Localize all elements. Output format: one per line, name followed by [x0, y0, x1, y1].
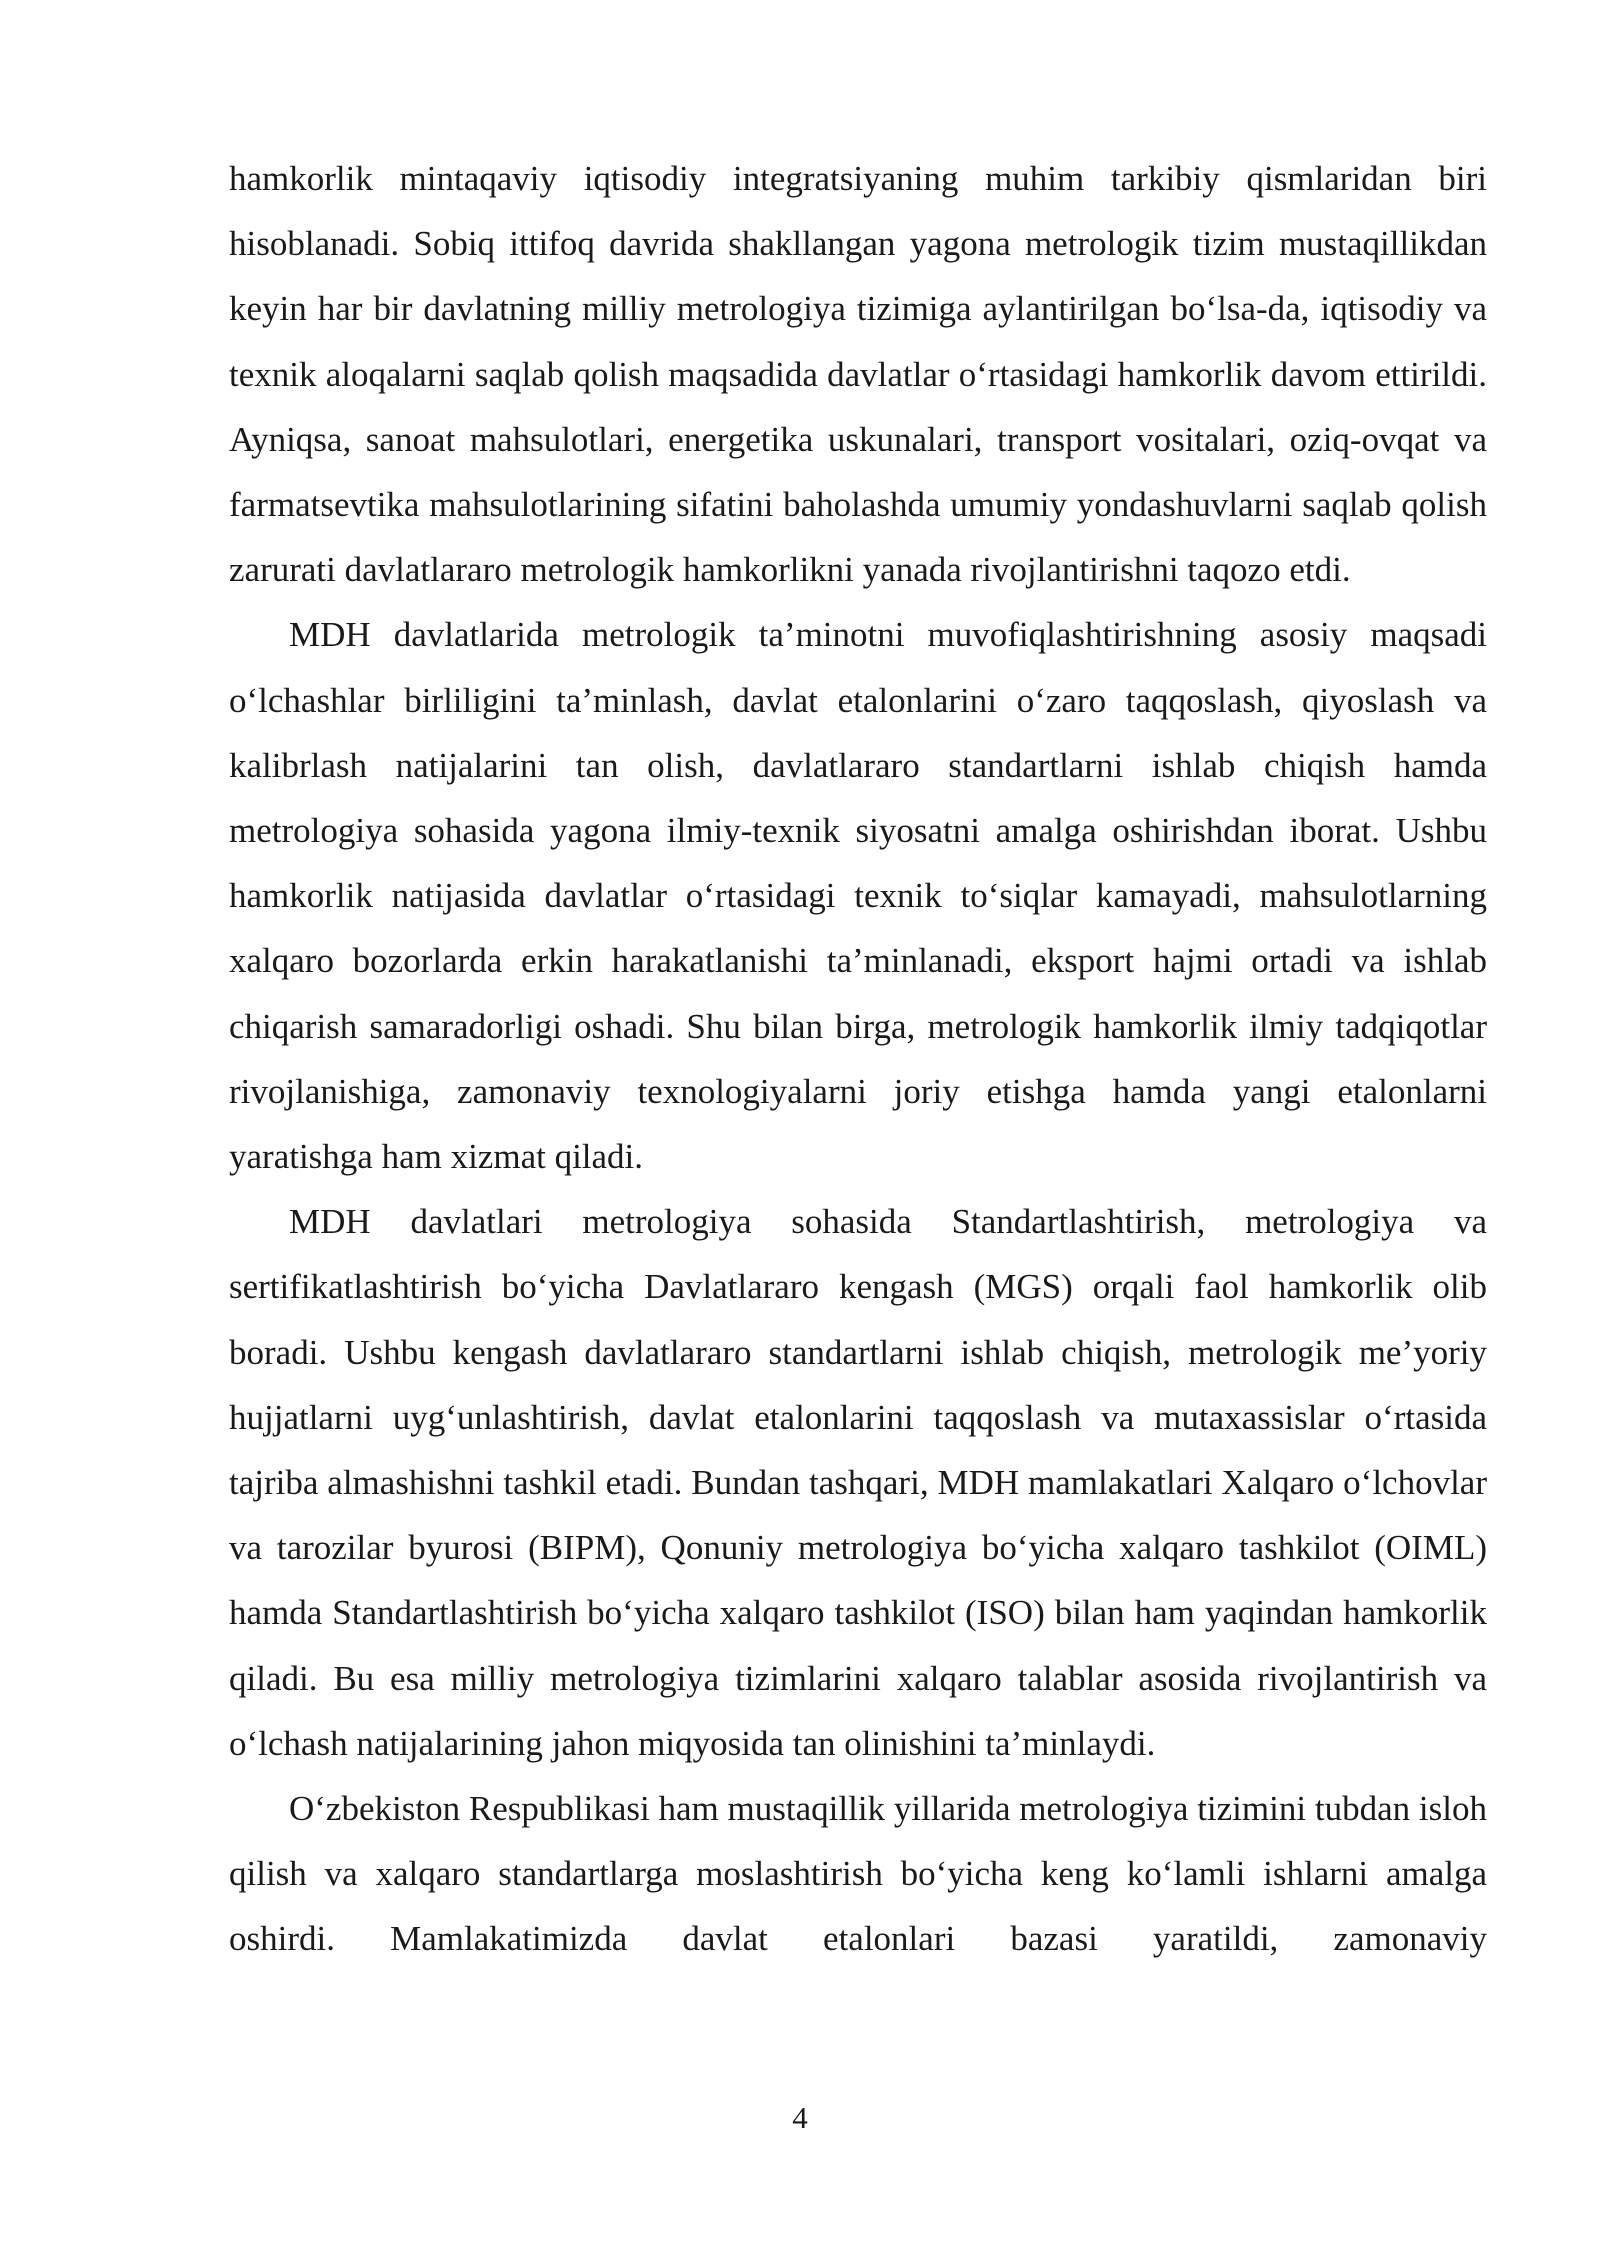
paragraph-4: O‘zbekiston Respublikasi ham mustaqillik yillarida metrologiya tizimini tubdan isloh qilish va xalqaro standartlarga moslashtirish bo‘yicha keng ko‘lamli ishlarni amalga oshirdi. Mamlakatimizda davlat etalonlari bazasi yaratildi, zamonaviy: [229, 1789, 1487, 1959]
document-page: [229, 146, 1487, 2146]
paragraph-2: MDH davlatlarida metrologik ta’minotni muvofiqlashtirishning asosiy maqsadi o‘lchashlar birliligini ta’minlash, davlat etalonlarini o‘zaro taqqoslash, qiyoslash va kalibrlash natijalarini tan olish, davlatlararo standartlarni ishlab chiqish hamda metrologiya sohasida yagona ilmiy-texnik siyosatni amalga oshirishdan iborat. Ushbu hamkorlik natijasida davlatlar o‘rtasidagi texnik to‘siqlar kamayadi, mahsulotlarning xalqaro bozorlarda erkin harakatlanishi ta’minlanadi, eksport hajmi ortadi va ishlab chiqarish samaradorligi oshadi. Shu bilan birga, metrologik hamkorlik ilmiy tadqiqotlar rivojlanishiga, zamonaviy texnologiyalarni joriy etishga hamda yangi etalonlarni yaratishga ham xizmat qiladi.: [229, 615, 1487, 1177]
paragraph-1: hamkorlik mintaqaviy iqtisodiy integratsiyaning muhim tarkibiy qismlaridan biri hisoblanadi. Sobiq ittifoq davrida shakllangan yagona metrologik tizim mustaqillikdan keyin har bir davlatning milliy metrologiya tizimiga aylantirilgan bo‘lsa-da, iqtisodiy va texnik aloqalarni saqlab qolish maqsadida davlatlar o‘rtasidagi hamkorlik davom ettirildi. Ayniqsa, sanoat mahsulotlari, energetika uskunalari, transport vositalari, oziq-ovqat va farmatsevtika mahsulotlarining sifatini baholashda umumiy yondashuvlarni saqlab qolish zarurati davlatlararo metrologik hamkorlikni yanada rivojlantirishni taqozo etdi.: [229, 159, 1487, 590]
paragraph-3: MDH davlatlari metrologiya sohasida Standartlashtirish, metrologiya va sertifikatlashtirish bo‘yicha Davlatlararo kengash (MGS) orqali faol hamkorlik olib boradi. Ushbu kengash davlatlararo standartlarni ishlab chiqish, metrologik me’yoriy hujjatlarni uyg‘unlashtirish, davlat etalonlarini taqqoslash va mutaxassislar o‘rtasida tajriba almashishni tashkil etadi. Bundan tashqari, MDH mamlakatlari Xalqaro o‘lchovlar va tarozilar byurosi (BIPM), Qonuniy metrologiya bo‘yicha xalqaro tashkilot (OIML) hamda Standartlashtirish bo‘yicha xalqaro tashkilot (ISO) bilan ham yaqindan hamkorlik qiladi. Bu esa milliy metrologiya tizimlarini xalqaro talablar asosida rivojlantirish va o‘lchash natijalarining jahon miqyosida tan olinishini ta’minlaydi.: [229, 1202, 1487, 1763]
page-number: 4: [792, 2100, 808, 2135]
